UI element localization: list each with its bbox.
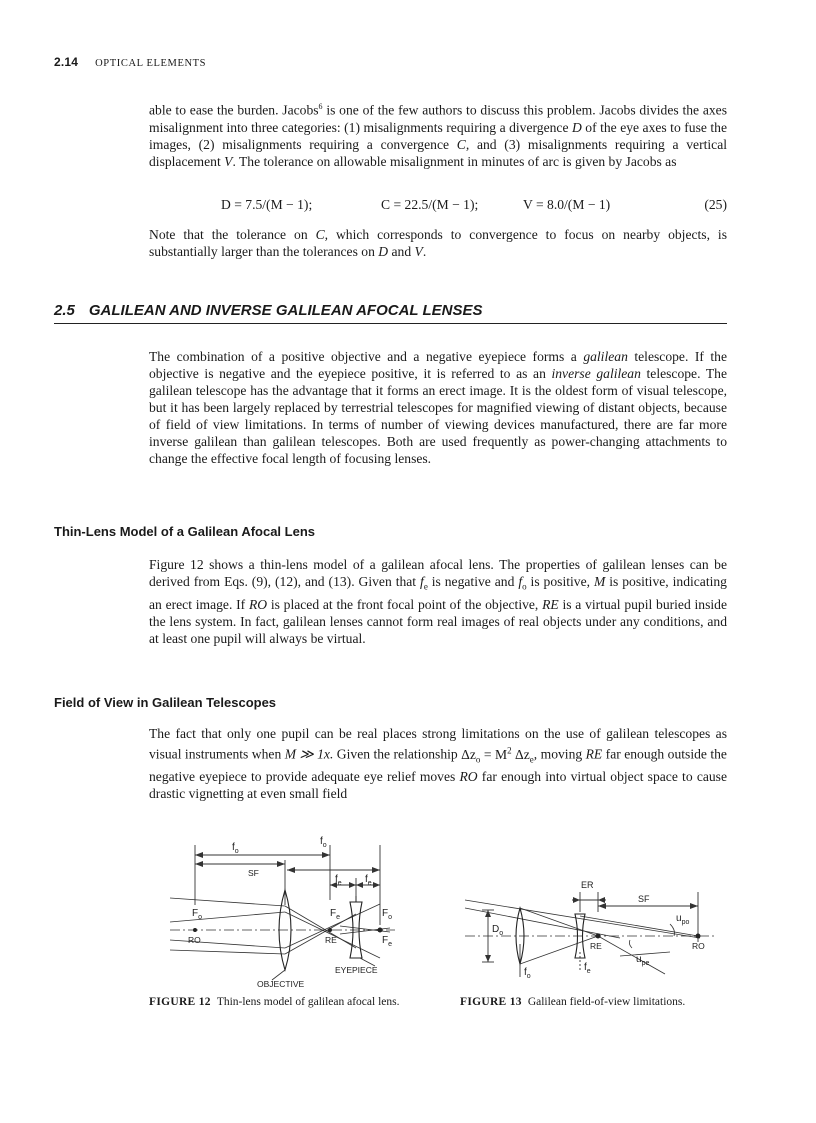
equation-d: D = 7.5/(M − 1); (221, 197, 313, 212)
page-number: 2.14 (54, 55, 79, 69)
label-objective: OBJECTIVE (257, 979, 305, 989)
label-fo-left: $f_o$ (232, 842, 239, 855)
label-do: $D_o$ (492, 924, 504, 937)
label-ro: RO (188, 935, 201, 945)
label-fo-top: $f_o$ (320, 836, 327, 849)
section-title: GALILEAN AND INVERSE GALILEAN AFOCAL LENSES (88, 302, 483, 319)
label-upe: $u_{pe}$ (636, 954, 650, 967)
label-fe: $f_e$ (584, 962, 591, 975)
rear-focal-point (378, 928, 383, 933)
label-sf: SF (248, 868, 259, 878)
equation-c: C = 22.5/(M − 1); (381, 197, 479, 212)
front-focal-point-objective (193, 928, 197, 932)
label-Fe-right: $F_e$ (382, 935, 393, 948)
figure-13-diagram (460, 872, 730, 990)
label-re: RE (325, 935, 337, 945)
label-upo: $u_{po}$ (676, 913, 690, 926)
label-er: ER (581, 880, 594, 890)
label-ro: RO (692, 941, 705, 951)
paragraph-thin-lens: Figure 12 shows a thin-lens model of a galilean afocal lens. The properties of galilean lenses can be derived from Eqs. (9), (12), and (13). Given that $f_e$ is negative and $f_o$ is positive, M is positive, indicating an erect image. If RO is placed at the front focal point of the objective, RE is a virtual pupil buried inside the lens system. In fact, galilean lenses cannot form real images of real objects under any conditions, and at least one pupil will always be virtual. (149, 557, 727, 646)
label-Fo-left: $F_o$ (192, 908, 203, 921)
entrance-pupil-ro (696, 934, 701, 939)
section-number: 2.5 (54, 302, 75, 319)
label-fo: $f_o$ (524, 967, 531, 980)
equation-number: (25) (704, 197, 727, 212)
equation-v: V = 8.0/(M − 1) (523, 197, 611, 212)
paragraph-jacobs: able to ease the burden. Jacobs$^6$ is one of the few authors to discuss this problem. Jacobs divides the axes misalignment into three categories: (1) misalignments requiring a divergence D of the eye axes to fuse the images, (2) misalignments requiring a convergence C, and (3) misalignments requiring a vertical displacement V. The tolerance on allowable misalignment in minutes of arc is given by Jacobs as (149, 102, 728, 169)
label-sf: SF (638, 894, 650, 904)
label-Fe-mid: $F_e$ (330, 908, 341, 921)
label-fe1: $f_e$ (335, 874, 342, 887)
citation-superscript: 6 (318, 102, 323, 111)
relationship-formula: $\Delta z_o = M^2$ $\Delta z_e$ (461, 745, 534, 765)
exit-pupil-re (596, 934, 601, 939)
figure-12-caption: FIGURE 12 Thin-lens model of galilean afocal lens. (149, 996, 400, 1008)
chapter-title: OPTICAL ELEMENTS (95, 58, 207, 69)
subheading-field-of-view: Field of View in Galilean Telescopes (54, 695, 277, 710)
section-heading (54, 302, 727, 324)
running-header (54, 55, 206, 69)
label-re: RE (590, 941, 602, 951)
equation-25 (149, 197, 727, 215)
label-Fo-right: $F_o$ (382, 908, 393, 921)
label-eyepiece: EYEPIECE (335, 965, 378, 975)
figure-13-caption: FIGURE 13 Galilean field-of-view limitations. (460, 996, 686, 1008)
subheading-thin-lens: Thin-Lens Model of a Galilean Afocal Lens (54, 524, 315, 539)
paragraph-field-of-view: The fact that only one pupil can be real places strong limitations on the use of galilean telescopes as visual instruments when M ≫ 1x. Given the relationship $\Delta z_o = M^2$ $\Delta z_e$, moving RE far enough outside the negative eyepiece to provide adequate eye relief moves RO far enough into virtual object space to cause drastic vignetting at even small field (149, 726, 728, 802)
paragraph-tolerance: Note that the tolerance on C, which corresponds to convergence to focus on nearby objects, is substantially larger than the tolerances on D and V. (149, 227, 727, 259)
figure-12-diagram (160, 830, 430, 995)
focal-point-eyepiece-mid (328, 928, 332, 932)
label-fe2: $f_e$ (365, 874, 372, 887)
paragraph-galilean-intro: The combination of a positive objective and a negative eyepiece forms a galilean telescope. If the objective is negative and the eyepiece positive, it is referred to as an inverse galilean telescope. The galilean telescope has the advantage that it forms an erect image. It is the oldest form of visual telescope, but it has been largely replaced by terrestrial telescopes for magnified viewing of distant objects, because of field of view limitations. In terms of number of viewing devices manufactured, there are far more inverse galilean than galilean telescopes. Both are used frequently as power-changing attachments to change the effective focal length of focusing lenses. (149, 349, 728, 466)
